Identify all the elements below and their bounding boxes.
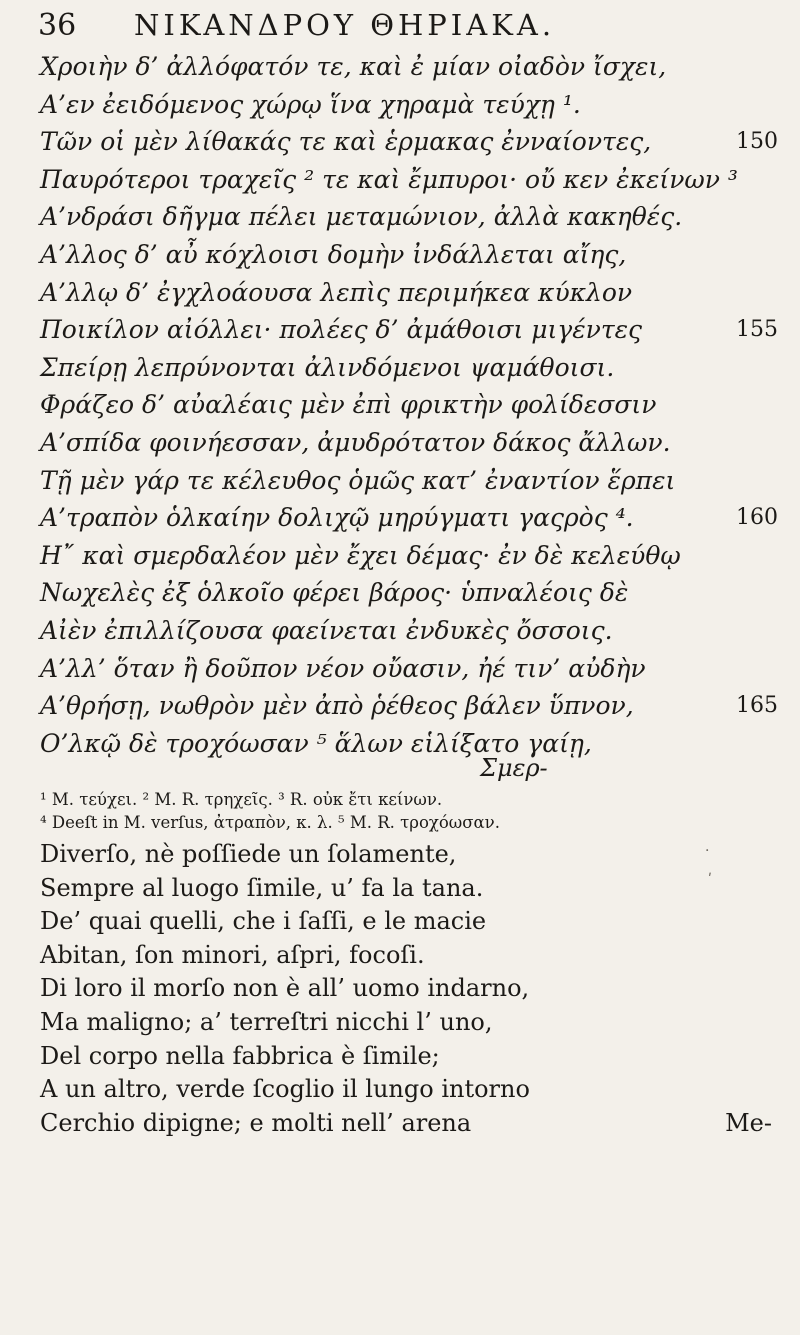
running-title: NIKANΔΡΟΥ ΘΗΡΙΑΚΑ. — [134, 8, 556, 42]
italian-line: Abitan, ſon minori, aſpri, focoſi. — [40, 940, 425, 969]
italian-line: Di loro il morſo non è all’ uomo indarno, — [40, 974, 530, 1003]
greek-line: Α’λλῳ δ’ ἐγχλοάουσα λεπὶς περιμήκεα κύκλον — [40, 277, 633, 307]
greek-line: Η῎ καὶ σμερδαλέον μὲν ἔχει δέμας· ἐν δὲ κελεύθῳ — [40, 540, 681, 570]
greek-line: Χροιὴν δ’ ἀλλόφατόν τε, καὶ ἐ μίαν οἰαδὸν ἴσχει, — [40, 52, 667, 81]
italian-line: De’ quai quelli, che i ſaſſi, e le macie — [40, 907, 487, 936]
italian-line: Ma maligno; a’ terreſtri nicchi l’ uno, — [40, 1007, 493, 1036]
italian-catchword: Me- — [725, 1108, 772, 1137]
greek-line: Ποικίλον αἰόλλει· πολέες δ’ ἀμάθοισι μιγέντες 155 — [40, 311, 730, 349]
line-number: 165 — [736, 693, 778, 719]
greek-line: Σπείρῃ λεπρύνονται ἀλινδόμενοι ψαμάθοισι. — [40, 352, 615, 382]
footnote-line: ¹ M. τεύχει. ² M. R. τρηχεῖς. ³ R. οὐκ ἔτι κείνων. — [40, 790, 443, 809]
line-number: 160 — [736, 505, 778, 531]
margin-speck: · — [705, 843, 710, 859]
footnote-line: ⁴ Deeſt in M. verſus, ἀτραπὸν, κ. λ. ⁵ M. R. τροχόωσαν. — [40, 813, 500, 832]
greek-line: Τῶν οἱ μὲν λίθακάς τε καὶ ἑρμακας ἐνναίοντες, 150 — [40, 123, 730, 161]
greek-line: Νωχελὲς ἐξ ὁλκοῖο φέρει βάρος· ὑπναλέοις δὲ — [40, 578, 629, 608]
italian-line: Sempre al luogo ſimile, u’ fa la tana. — [40, 873, 484, 902]
greek-line: Α’λλος δ’ αὖ κόχλοισι δομὴν ἰνδάλλεται αἴης, — [40, 239, 627, 269]
greek-text — [40, 48, 778, 800]
greek-line: Παυρότεροι τραχεῖς ² τε καὶ ἔμπυροι· οὔ κεν ἐκείνων ³ — [40, 164, 738, 194]
greek-line: Τῇ μὲν γάρ τε κέλευθος ὁμῶς κατ’ ἐναντίον ἕρπει — [40, 465, 676, 495]
margin-speck: ʹ — [708, 872, 712, 888]
page-header — [38, 8, 738, 52]
page-number: 36 — [38, 8, 77, 43]
italian-line: Diverſo, nè poſſiede un ſolamente, — [40, 840, 457, 868]
line-number: 150 — [736, 129, 778, 155]
greek-catchword: Σμερ- — [480, 754, 548, 783]
greek-line: Αἰὲν ἐπιλλίζουσα φαείνεται ἐνδυκὲς ὄσσοις. — [40, 615, 613, 645]
greek-line: Α’εν ἐειδόμενος χώρῳ ἵνα χηραμὰ τεύχῃ ¹. — [40, 89, 581, 119]
greek-line: Α’τραπὸν ὁλκαίην δολιχῷ μηρύγματι γαςρὸς ⁴. 160 — [40, 499, 730, 537]
italian-line: Del corpo nella fabbrica è ſimile; — [40, 1041, 440, 1070]
greek-line: Α’θρήσῃ, νωθρὸν μὲν ἀπὸ ῥέθεος βάλεν ὕπνον, 165 — [40, 687, 730, 725]
greek-line: Α’σπίδα φοινήεσσαν, ἀμυδρότατον δάκος ἄλλων. — [40, 427, 671, 457]
greek-line: Α’νδράσι δῆγμα πέλει μεταμώνιον, ἀλλὰ κακηθές. — [40, 202, 683, 232]
footnotes — [40, 788, 780, 834]
greek-line: Φράζεο δ’ αὐαλέαις μὲν ἐπὶ φρικτὴν φολίδεσσιν — [40, 390, 657, 420]
greek-line: Α’λλ’ ὅταν ἢ δοῦπον νέον οὔασιν, ἠέ τιν’ αὐδὴν — [40, 653, 646, 683]
greek-line: Ο’λκῷ δὲ τροχόωσαν ⁵ ἅλων εἱλίξατο γαίῃ, — [40, 728, 592, 758]
italian-line: A un altro, verde ſcoglio il lungo intorno — [40, 1075, 530, 1104]
italian-translation — [40, 838, 780, 1140]
line-number: 155 — [736, 317, 778, 343]
italian-line: Cerchio dipigne; e molti nell’ arena Me- — [40, 1107, 780, 1141]
